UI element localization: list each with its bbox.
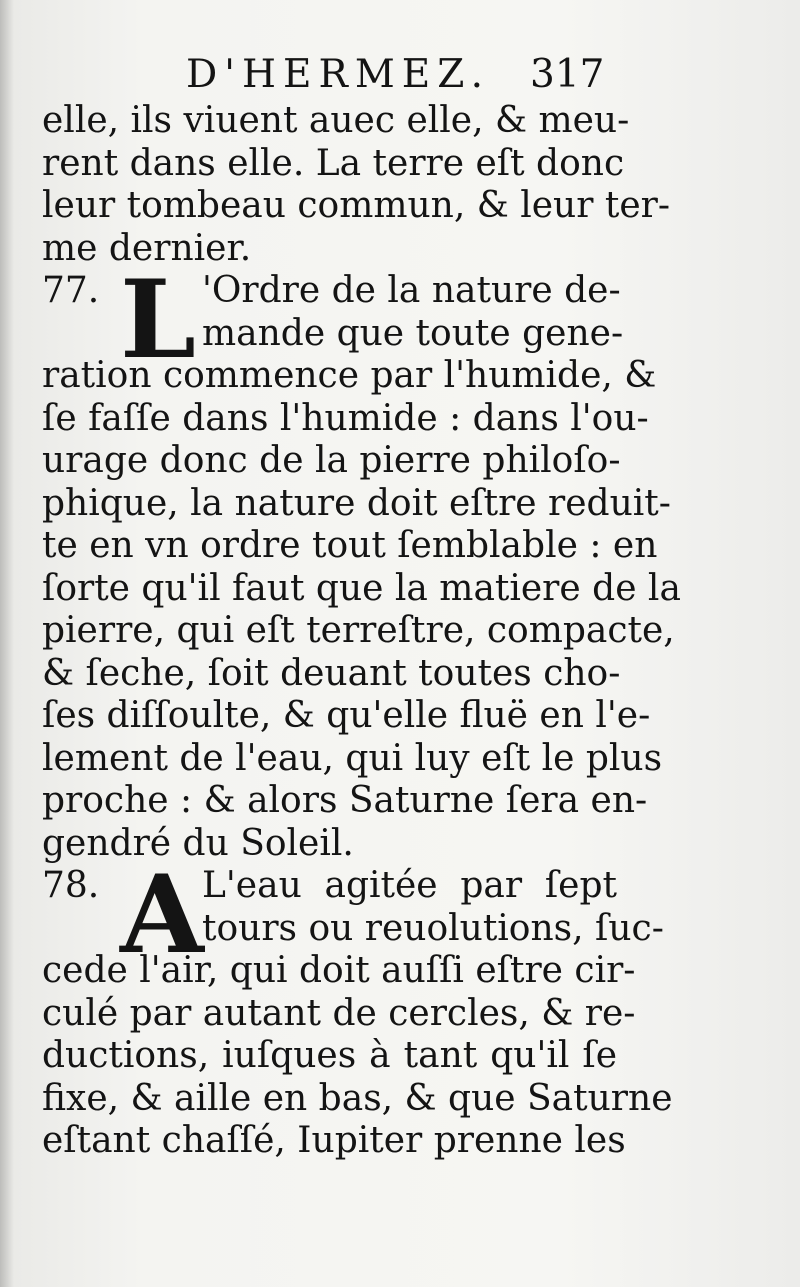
text-line: ſes diſſoulte, & qu'elle fluë en l'e-: [42, 695, 651, 736]
text-line: mande que toute gene-: [202, 312, 624, 354]
text-line: tours ou reuolutions, ſuc-: [202, 907, 664, 949]
text-line: ductions, iuſques à tant qu'il ſe: [42, 1035, 617, 1076]
paragraph-78: [42, 852, 673, 1163]
drop-cap: A: [120, 852, 204, 978]
text-line: urage donc de la pierre philoſo-: [42, 440, 621, 481]
text-line: pierre, qui eſt terreſtre, compacte,: [42, 610, 675, 651]
paragraph-77: [42, 257, 681, 865]
text-line: eſtant chaſſé, Iupiter prenne les: [42, 1120, 626, 1161]
text-line: gendré du Soleil.: [42, 822, 354, 864]
running-head: D'HERMEZ.: [186, 52, 491, 97]
text-line: te en vn ordre tout ſemblable : en: [42, 525, 658, 566]
text-line: elle, ils viuent auec elle, & meu-: [42, 100, 630, 141]
text-line: me dernier.: [42, 227, 252, 269]
text-line: lement de l'eau, qui luy eſt le plus: [42, 737, 663, 779]
text-line-content: 'Ordre de la nature de-: [202, 270, 621, 311]
paragraph-number: 77.: [42, 270, 100, 311]
text-line: phique, la nature doit eſtre reduit-: [42, 482, 671, 524]
text-line: ſorte qu'il faut que la matiere de la: [42, 567, 681, 609]
body-text: [42, 100, 681, 1163]
page-number: 317: [530, 52, 605, 97]
text-line: proche : & alors Saturne ſera en-: [42, 780, 648, 821]
text-line: leur tombeau commun, & leur ter-: [42, 185, 671, 226]
drop-cap: L: [120, 257, 196, 383]
text-line-content: L'eau agitée par ſept: [202, 865, 617, 906]
text-line: & ſeche, ſoit deuant toutes cho-: [42, 652, 621, 694]
text-line: culé par autant de cercles, & re-: [42, 992, 636, 1034]
text-line: ſe faſſe dans l'humide : dans l'ou-: [42, 397, 649, 439]
text-line: fixe, & aille en bas, & que Saturne: [42, 1077, 673, 1119]
text-line: cede l'air, qui doit auſſi eſtre cir-: [42, 950, 636, 991]
text-line: ration commence par l'humide, &: [42, 355, 657, 396]
paragraph-number: 78.: [42, 865, 100, 906]
text-line: rent dans elle. La terre eſt donc: [42, 142, 625, 184]
page-header: [0, 44, 800, 104]
page-gutter-shadow: [0, 0, 14, 1287]
intro-paragraph: [42, 100, 671, 270]
